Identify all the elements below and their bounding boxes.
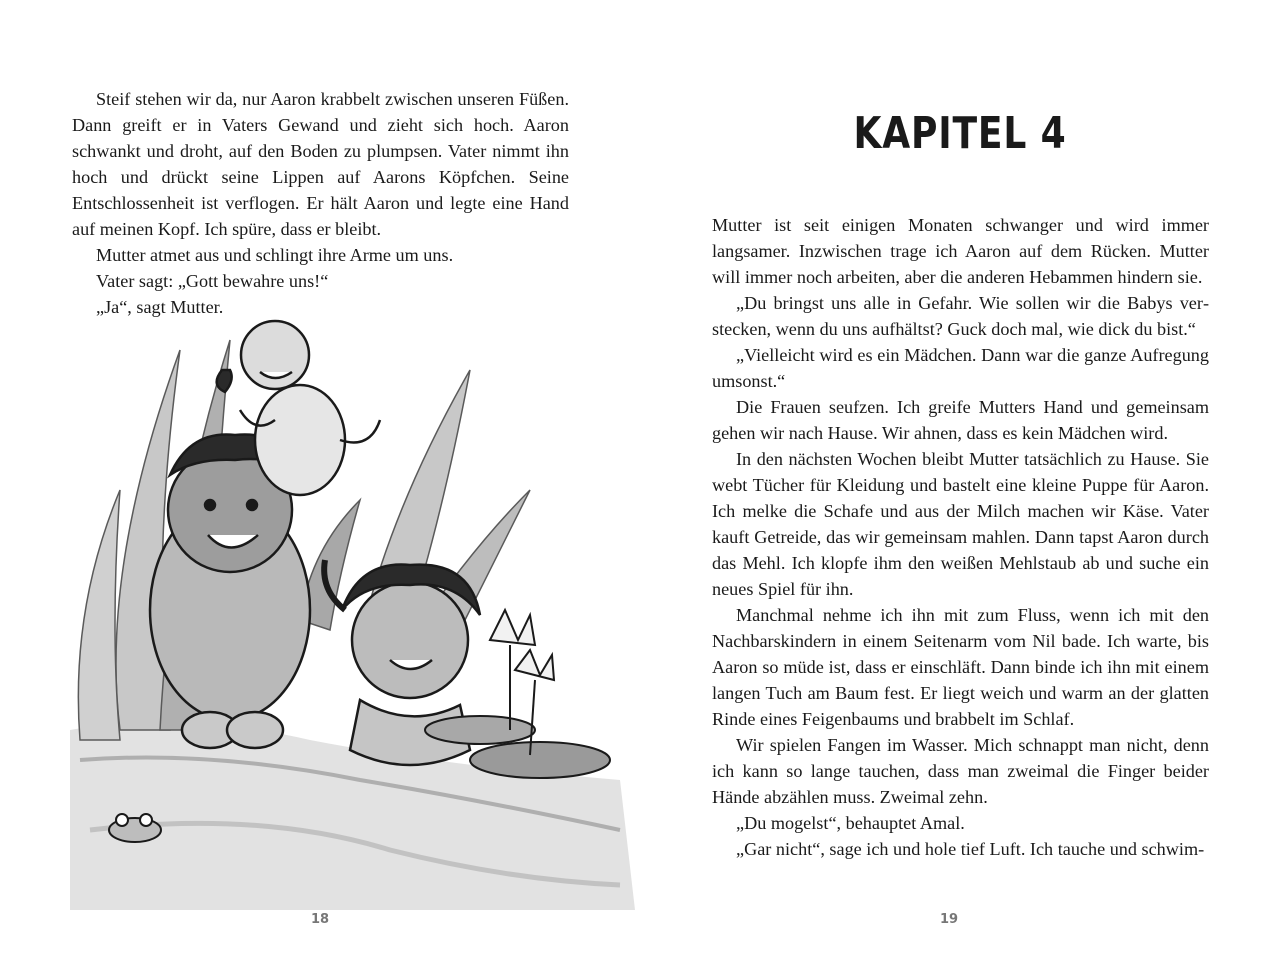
paragraph: „Ja“, sagt Mutter. bbox=[96, 297, 224, 317]
paragraph: Steif stehen wir da, nur Aaron krabbelt zwischen unseren Füßen. Dann greift er in Vaters Gewand und zieht sich hoch. Aaron schwankt und droht, auf den Boden zu plumpsen. Vater nimmt ihn hoch und drückt seine Lippen auf Aarons Köpfchen. Seine Entschlossenheit ist verflogen. Er hält Aaron und legte eine Hand auf meinen Kopf. Ich spüre, dass er bleibt. bbox=[72, 89, 569, 239]
paragraph: „Gar nicht“, sage ich und hole tief Luft. Ich tauche und schwim- bbox=[736, 839, 1205, 859]
paragraph: „Du bringst uns alle in Gefahr. Wie sollen wir die Babys verstecken, wenn du uns aufhältst? Guck doch mal, wie dick du bist.“ bbox=[712, 293, 1209, 339]
paragraph: Manchmal nehme ich ihn mit zum Fluss, wenn ich mit den Nachbarskindern in einem Seitenarm vom Nil bade. Ich warte, bis Aaron so müde ist, dass er einschläft. Dann binde ich ihn mit einem langen Tuch am Baum fest. Er liegt weich und warm an der glatten Rinde eines Feigenbaums und brabbelt im Schlaf. bbox=[712, 605, 1209, 729]
chapter-title: KAPITEL 4 bbox=[853, 108, 1067, 159]
paragraph: Die Frauen seufzen. Ich greife Mutters Hand und gemeinsam gehen wir nach Hause. Wir ahnen, dass es kein Mädchen wird. bbox=[712, 397, 1209, 443]
right-page bbox=[640, 0, 1280, 972]
paragraph: Wir spielen Fangen im Wasser. Mich schnappt man nicht, denn ich kann so lange tauchen, dass man zweimal die Finger beider Hände abzählen muss. Zweimal zehn. bbox=[712, 735, 1209, 807]
left-page-text bbox=[72, 86, 569, 320]
page-number: 19 bbox=[940, 912, 959, 927]
paragraph: Mutter ist seit einigen Monaten schwanger und wird immer langsamer. Inzwischen trage ich Aaron auf dem Rücken. Mutter will immer noch arbeiten, aber die anderen Hebammen hindern sie. bbox=[712, 215, 1209, 287]
paragraph: „Vielleicht wird es ein Mädchen. Dann war die ganze Aufregung umsonst.“ bbox=[712, 345, 1209, 391]
paragraph: Vater sagt: „Gott bewahre uns!“ bbox=[96, 271, 329, 291]
right-page-text bbox=[712, 212, 1209, 862]
paragraph: Mutter atmet aus und schlingt ihre Arme um uns. bbox=[96, 245, 454, 265]
children-bathing-illustration bbox=[60, 310, 640, 910]
page-number: 18 bbox=[311, 912, 330, 927]
paragraph: In den nächsten Wochen bleibt Mutter tatsächlich zu Hause. Sie webt Tücher für Kleidung und bastelt eine kleine Puppe für Aaron. Ich melke die Schafe und aus der Milch machen wir Käse. Vater kauft Getreide, das wir gemeinsam mahlen. Dann tapst Aaron durch das Mehl. Ich klopfe ihm den weißen Mehlstaub ab und suche ein neues Spiel für ihn. bbox=[712, 449, 1209, 599]
paragraph: „Du mogelst“, behauptet Amal. bbox=[736, 813, 965, 833]
